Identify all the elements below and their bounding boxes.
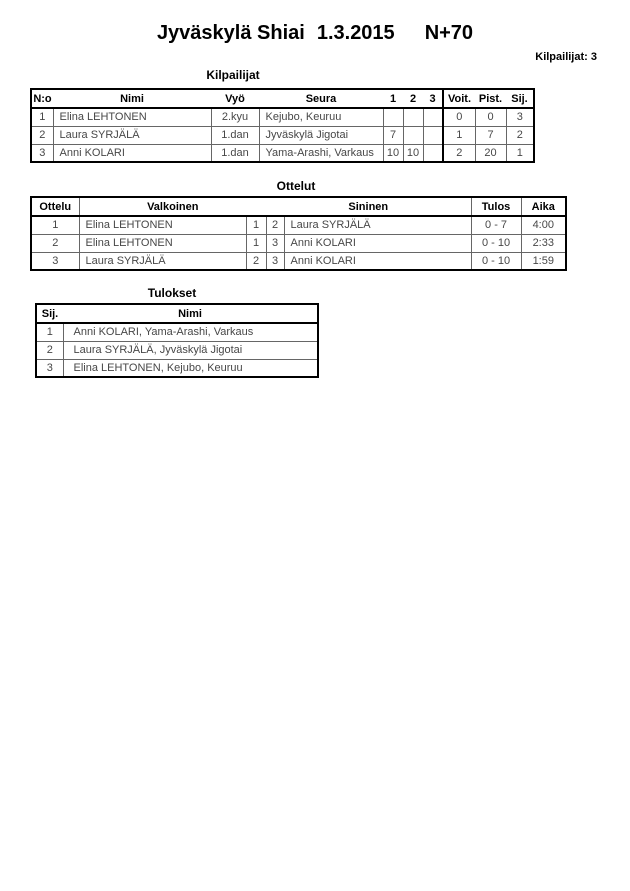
competitors-count: Kilpailijat: 3 — [535, 51, 597, 63]
cell-match3 — [423, 126, 443, 144]
cell-sij: 1 — [36, 323, 63, 341]
table-row — [36, 341, 318, 359]
column-header-nimi: Nimi — [53, 89, 211, 108]
cell-seura: Jyväskylä Jigotai — [259, 126, 383, 144]
cell-no: 3 — [31, 144, 53, 162]
table-row — [31, 108, 534, 126]
cell-blue-name: Anni KOLARI — [284, 234, 471, 252]
table-row — [31, 216, 566, 234]
ottelut-header-row — [31, 197, 566, 216]
cell-match1: 10 — [383, 144, 403, 162]
kilpailijat-heading: Kilpailijat — [206, 68, 260, 82]
event-name: Jyväskylä Shiai — [156, 22, 305, 44]
tulokset-table — [35, 303, 319, 378]
page-title — [0, 22, 630, 45]
kilpailijat-table — [30, 88, 535, 163]
table-row — [31, 234, 566, 252]
column-header-vyo: Vyö — [211, 89, 259, 108]
cell-match-no: 1 — [31, 216, 79, 234]
cell-vyo: 1.dan — [211, 144, 259, 162]
column-header-aika: Aika — [521, 197, 566, 216]
cell-seura: Yama-Arashi, Varkaus — [259, 144, 383, 162]
cell-nimi: Elina LEHTONEN, Kejubo, Keuruu — [63, 359, 318, 377]
cell-nimi: Elina LEHTONEN — [53, 108, 211, 126]
cell-white-name: Elina LEHTONEN — [79, 234, 246, 252]
tulokset-heading: Tulokset — [147, 286, 197, 300]
column-header-sij: Sij. — [506, 89, 534, 108]
tulokset-header-row — [36, 304, 318, 323]
cell-sij: 2 — [36, 341, 63, 359]
table-row — [36, 323, 318, 341]
cell-aika: 2:33 — [521, 234, 566, 252]
event-date: 1.3.2015 — [316, 22, 395, 44]
cell-tulos: 0 - 10 — [471, 234, 521, 252]
cell-vyo: 2.kyu — [211, 108, 259, 126]
cell-blue-no: 3 — [266, 234, 284, 252]
cell-match3 — [423, 108, 443, 126]
cell-aika: 4:00 — [521, 216, 566, 234]
cell-white-no: 1 — [246, 234, 266, 252]
weight-category: N+70 — [424, 22, 474, 44]
cell-tulos: 0 - 10 — [471, 252, 521, 270]
cell-white-no: 1 — [246, 216, 266, 234]
table-row — [31, 126, 534, 144]
column-header-match3: 3 — [423, 89, 443, 108]
cell-pist: 20 — [475, 144, 506, 162]
cell-sij: 1 — [506, 144, 534, 162]
column-header-match2: 2 — [403, 89, 423, 108]
table-row — [36, 359, 318, 377]
cell-sij: 3 — [36, 359, 63, 377]
kilpailijat-header-row — [31, 89, 534, 108]
cell-blue-no: 2 — [266, 216, 284, 234]
cell-voit: 1 — [443, 126, 475, 144]
cell-blue-no: 3 — [266, 252, 284, 270]
column-header-match1: 1 — [383, 89, 403, 108]
cell-blue-name: Laura SYRJÄLÄ — [284, 216, 471, 234]
column-header-valkoinen: Valkoinen — [79, 197, 266, 216]
cell-nimi: Anni KOLARI — [53, 144, 211, 162]
cell-voit: 0 — [443, 108, 475, 126]
column-header-nimi: Nimi — [63, 304, 318, 323]
cell-white-name: Laura SYRJÄLÄ — [79, 252, 246, 270]
column-header-sij: Sij. — [36, 304, 63, 323]
cell-nimi: Laura SYRJÄLÄ, Jyväskylä Jigotai — [63, 341, 318, 359]
column-header-ottelu: Ottelu — [31, 197, 79, 216]
cell-no: 1 — [31, 108, 53, 126]
cell-match1: 7 — [383, 126, 403, 144]
column-header-no: N:o — [31, 89, 53, 108]
column-header-tulos: Tulos — [471, 197, 521, 216]
column-header-sininen: Sininen — [266, 197, 471, 216]
cell-seura: Kejubo, Keuruu — [259, 108, 383, 126]
cell-white-name: Elina LEHTONEN — [79, 216, 246, 234]
cell-nimi: Laura SYRJÄLÄ — [53, 126, 211, 144]
column-header-voit: Voit. — [443, 89, 475, 108]
cell-vyo: 1.dan — [211, 126, 259, 144]
cell-white-no: 2 — [246, 252, 266, 270]
cell-match2: 10 — [403, 144, 423, 162]
cell-tulos: 0 - 7 — [471, 216, 521, 234]
ottelut-heading: Ottelut — [276, 179, 316, 193]
cell-aika: 1:59 — [521, 252, 566, 270]
cell-match2 — [403, 126, 423, 144]
cell-match-no: 3 — [31, 252, 79, 270]
cell-no: 2 — [31, 126, 53, 144]
ottelut-table — [30, 196, 567, 271]
cell-sij: 2 — [506, 126, 534, 144]
cell-nimi: Anni KOLARI, Yama-Arashi, Varkaus — [63, 323, 318, 341]
column-header-seura: Seura — [259, 89, 383, 108]
cell-sij: 3 — [506, 108, 534, 126]
cell-pist: 7 — [475, 126, 506, 144]
cell-voit: 2 — [443, 144, 475, 162]
cell-match3 — [423, 144, 443, 162]
cell-match2 — [403, 108, 423, 126]
table-row — [31, 144, 534, 162]
table-row — [31, 252, 566, 270]
cell-blue-name: Anni KOLARI — [284, 252, 471, 270]
column-header-pist: Pist. — [475, 89, 506, 108]
cell-pist: 0 — [475, 108, 506, 126]
cell-match-no: 2 — [31, 234, 79, 252]
cell-match1 — [383, 108, 403, 126]
